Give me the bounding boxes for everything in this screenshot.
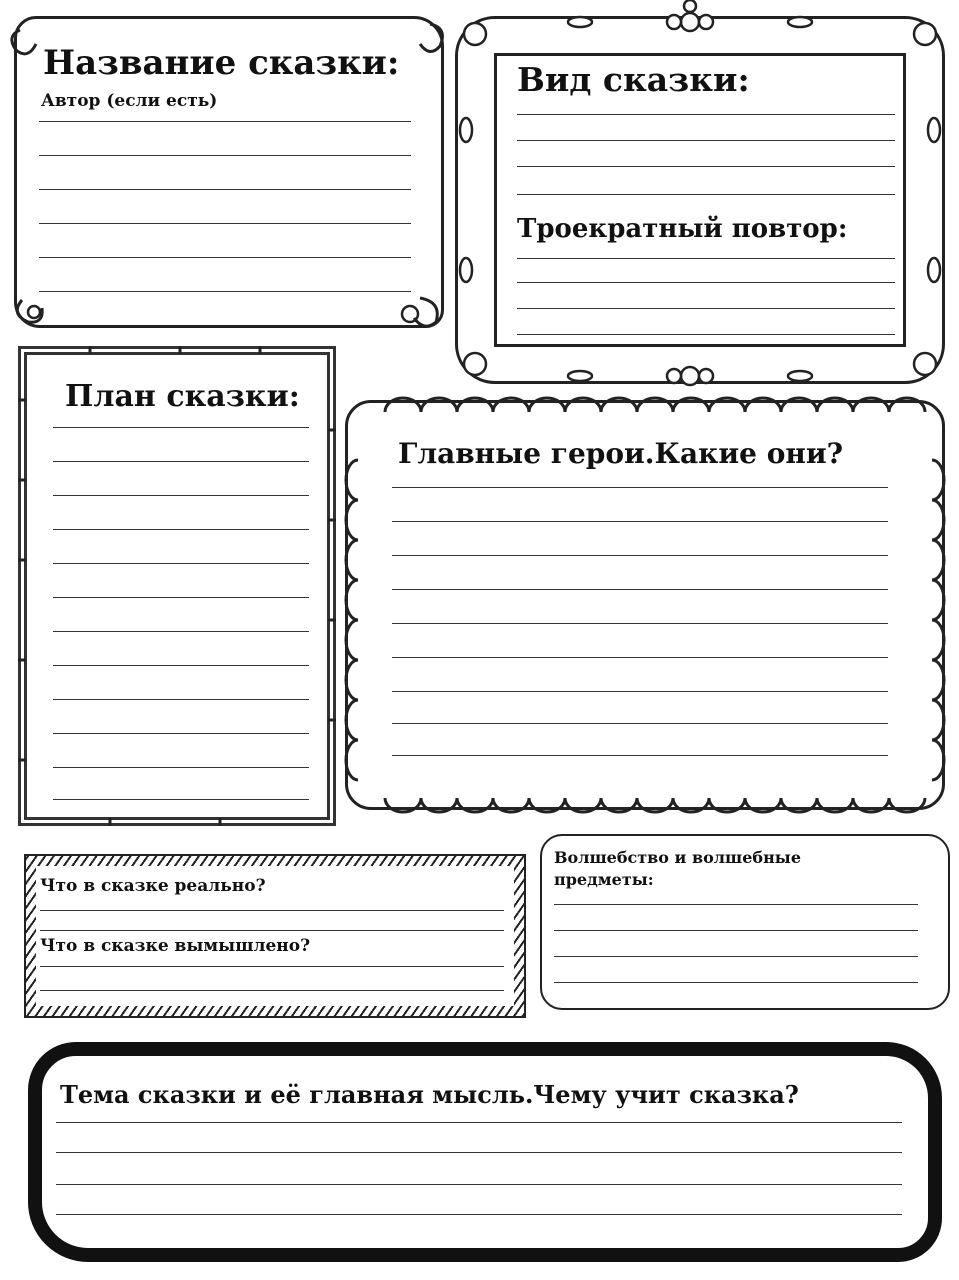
tale-type-label: Вид сказки: (517, 60, 750, 99)
banner-frame (28, 1042, 942, 1262)
real-label: Что в сказке реально? (40, 876, 266, 896)
author-label: Автор (если есть) (41, 91, 218, 111)
tale-title-label: Название сказки: (43, 43, 400, 83)
answer-line[interactable] (56, 1184, 902, 1185)
answer-line[interactable] (40, 930, 504, 931)
answer-line[interactable] (40, 966, 504, 967)
main-heroes-label: Главные герои.Какие они? (398, 437, 844, 470)
theme-label: Тема сказки и её главная мысль.Чему учит сказка? (60, 1080, 799, 1109)
triple-repeat-label: Троекратный повтор: (517, 214, 848, 244)
answer-line[interactable] (40, 910, 504, 911)
answer-line[interactable] (56, 1122, 902, 1123)
fictional-label: Что в сказке вымышлено? (40, 936, 311, 956)
cloud-frame (540, 834, 950, 1010)
answer-line[interactable] (554, 904, 918, 905)
magic-label-line1: Волшебство и волшебные (554, 848, 802, 867)
answer-line[interactable] (554, 982, 918, 983)
hatched-frame (26, 856, 524, 1016)
answer-line[interactable] (554, 930, 918, 931)
plan-label: План сказки: (65, 379, 300, 414)
magic-label-line2: предметы: (554, 870, 654, 889)
answer-line[interactable] (40, 990, 504, 991)
answer-line[interactable] (56, 1152, 902, 1153)
answer-line[interactable] (554, 956, 918, 957)
answer-line[interactable] (56, 1214, 902, 1215)
